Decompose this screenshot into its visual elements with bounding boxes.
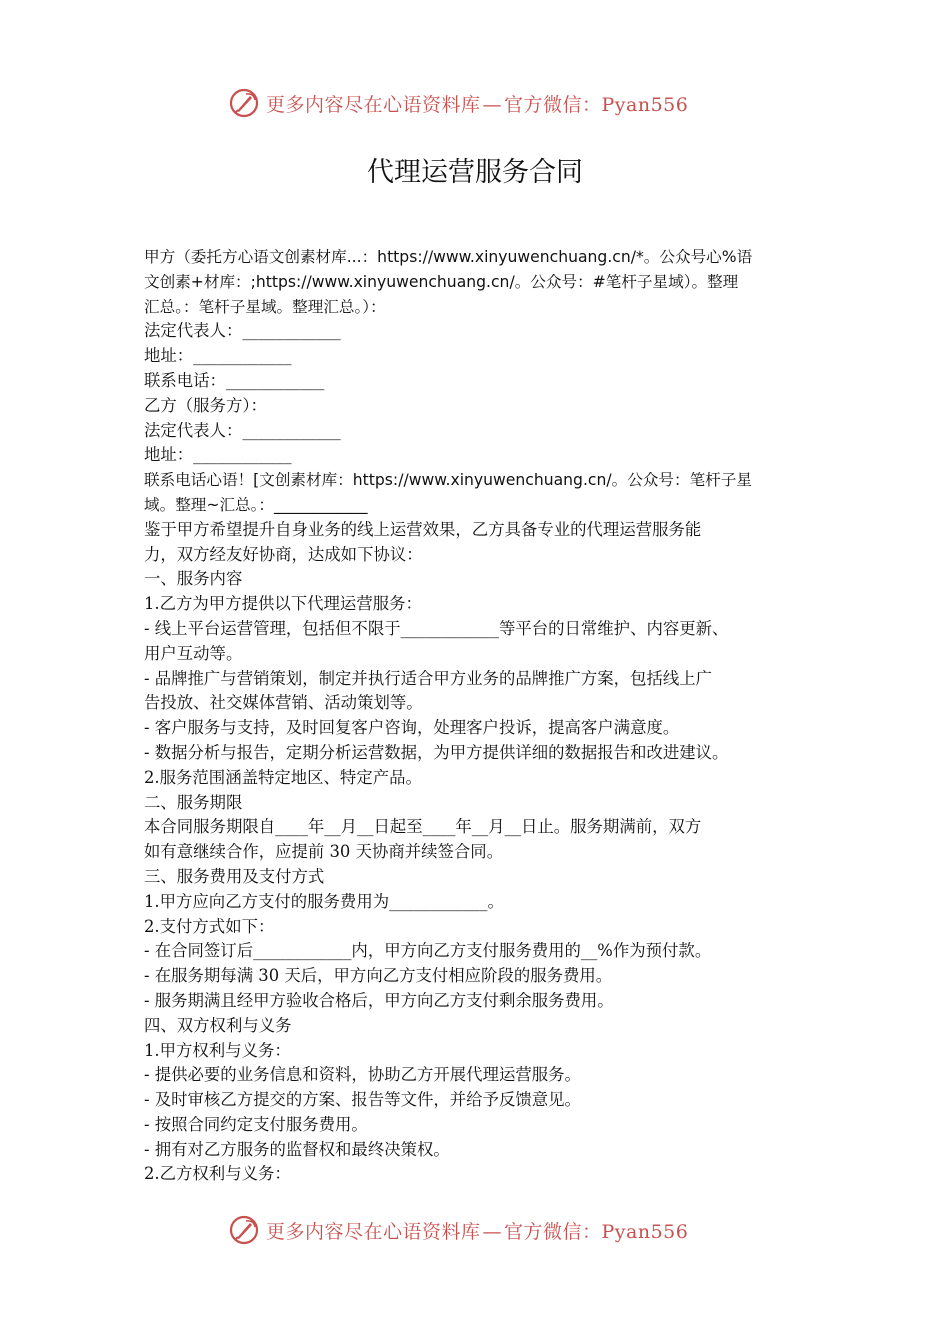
header-banner [228,86,748,120]
document-line: - 拥有对乙方服务的监督权和最终决策权。 [144,1139,450,1159]
banner-main-text: 更多内容尽在心语资料库 [266,1220,481,1243]
document-line: 法定代表人：____________ [144,420,341,440]
document-line: 乙方（服务方）： [144,395,267,415]
document-line: 甲方（委托方心语文创素材库...：https://www.xinyuwenchuang.cn/*。公众号心%语 [144,248,753,266]
document-line: 联系电话：____________ [144,370,325,390]
document-line: - 线上平台运营管理，包括但不限于____________等平台的日常维护、内容更新、 [144,618,729,638]
document-line: - 客户服务与支持，及时回复客户咨询，处理客户投诉，提高客户满意度。 [144,718,680,738]
banner-text [266,1217,688,1244]
document-title: 代理运营服务合同 [367,157,583,188]
document-line: 联系电话心语！[文创素材库：https://www.xinyuwenchuang.cn/。公众号：笔杆子星 [144,471,752,490]
footer-banner [228,1213,748,1247]
banner-wechat: 官方微信：Pyan556 [504,93,689,116]
document-line: 1.甲方权利与义务： [144,1040,291,1060]
document-line: 本合同服务期限自____年__月__日起至____年__月__日止。服务期满前，双方 [144,817,702,837]
document-line: - 在服务期每满 30 天后，甲方向乙方支付相应阶段的服务费用。 [144,966,613,986]
document-line: 1.乙方为甲方提供以下代理运营服务： [144,594,422,614]
banner-text [266,90,688,117]
document-line: - 提供必要的业务信息和资料，协助乙方开展代理运营服务。 [144,1065,581,1085]
document-line: 力，双方经友好协商，达成如下协议： [144,544,423,564]
document-line: 汇总。：笔杆子星域。整理汇总。）： [144,297,386,316]
document-line: 2.乙方权利与义务： [144,1164,291,1184]
document-line: 用户互动等。 [144,643,243,663]
document-line: 鉴于甲方希望提升自身业务的线上运营效果，乙方具备专业的代理运营服务能 [144,519,702,539]
document-body [144,245,814,1187]
banner-main-text: 更多内容尽在心语资料库 [266,93,481,116]
document-line: 1.甲方应向乙方支付的服务费用为____________。 [144,891,504,911]
document-line: 四、双方权利与义务 [144,1015,292,1035]
document-line: 域。整理~汇总。：____________ [144,495,368,514]
document-line: - 及时审核乙方提交的方案、报告等文件，并给予反馈意见。 [144,1090,581,1110]
document-line: 一、服务内容 [144,569,243,589]
document-line: 二、服务期限 [144,792,243,812]
document-line: 2.服务范围涵盖特定地区、特定产品。 [144,767,422,787]
quill-logo-icon [228,87,260,119]
banner-separator: — [482,93,503,116]
quill-logo-icon [228,1214,260,1246]
document-line: 地址：____________ [144,346,292,366]
banner-wechat: 官方微信：Pyan556 [504,1220,689,1243]
document-line: 如有意继续合作，应提前 30 天协商并续签合同。 [144,842,504,862]
document-line: - 按照合同约定支付服务费用。 [144,1114,368,1134]
document-line: 2.支付方式如下： [144,916,275,936]
document-line: - 服务期满且经甲方验收合格后，甲方向乙方支付剩余服务费用。 [144,990,614,1010]
document-line: 三、服务费用及支付方式 [144,866,325,886]
document-line: 地址：____________ [144,445,292,465]
document-line: 法定代表人：____________ [144,321,341,341]
document-line: - 品牌推广与营销策划，制定并执行适合甲方业务的品牌推广方案，包括线上广 [144,668,713,688]
document-line: 文创素+材库：;https://www.xinyuwenchuang.cn/。公众号：#笔杆子星域）。整理 [144,272,739,291]
document-line: - 在合同签订后____________内，甲方向乙方支付服务费用的__%作为预付款。 [144,941,712,961]
document-line: - 数据分析与报告，定期分析运营数据，为甲方提供详细的数据报告和改进建议。 [144,742,729,762]
document-line: 告投放、社交媒体营销、活动策划等。 [144,693,423,713]
banner-separator: — [482,1220,503,1243]
